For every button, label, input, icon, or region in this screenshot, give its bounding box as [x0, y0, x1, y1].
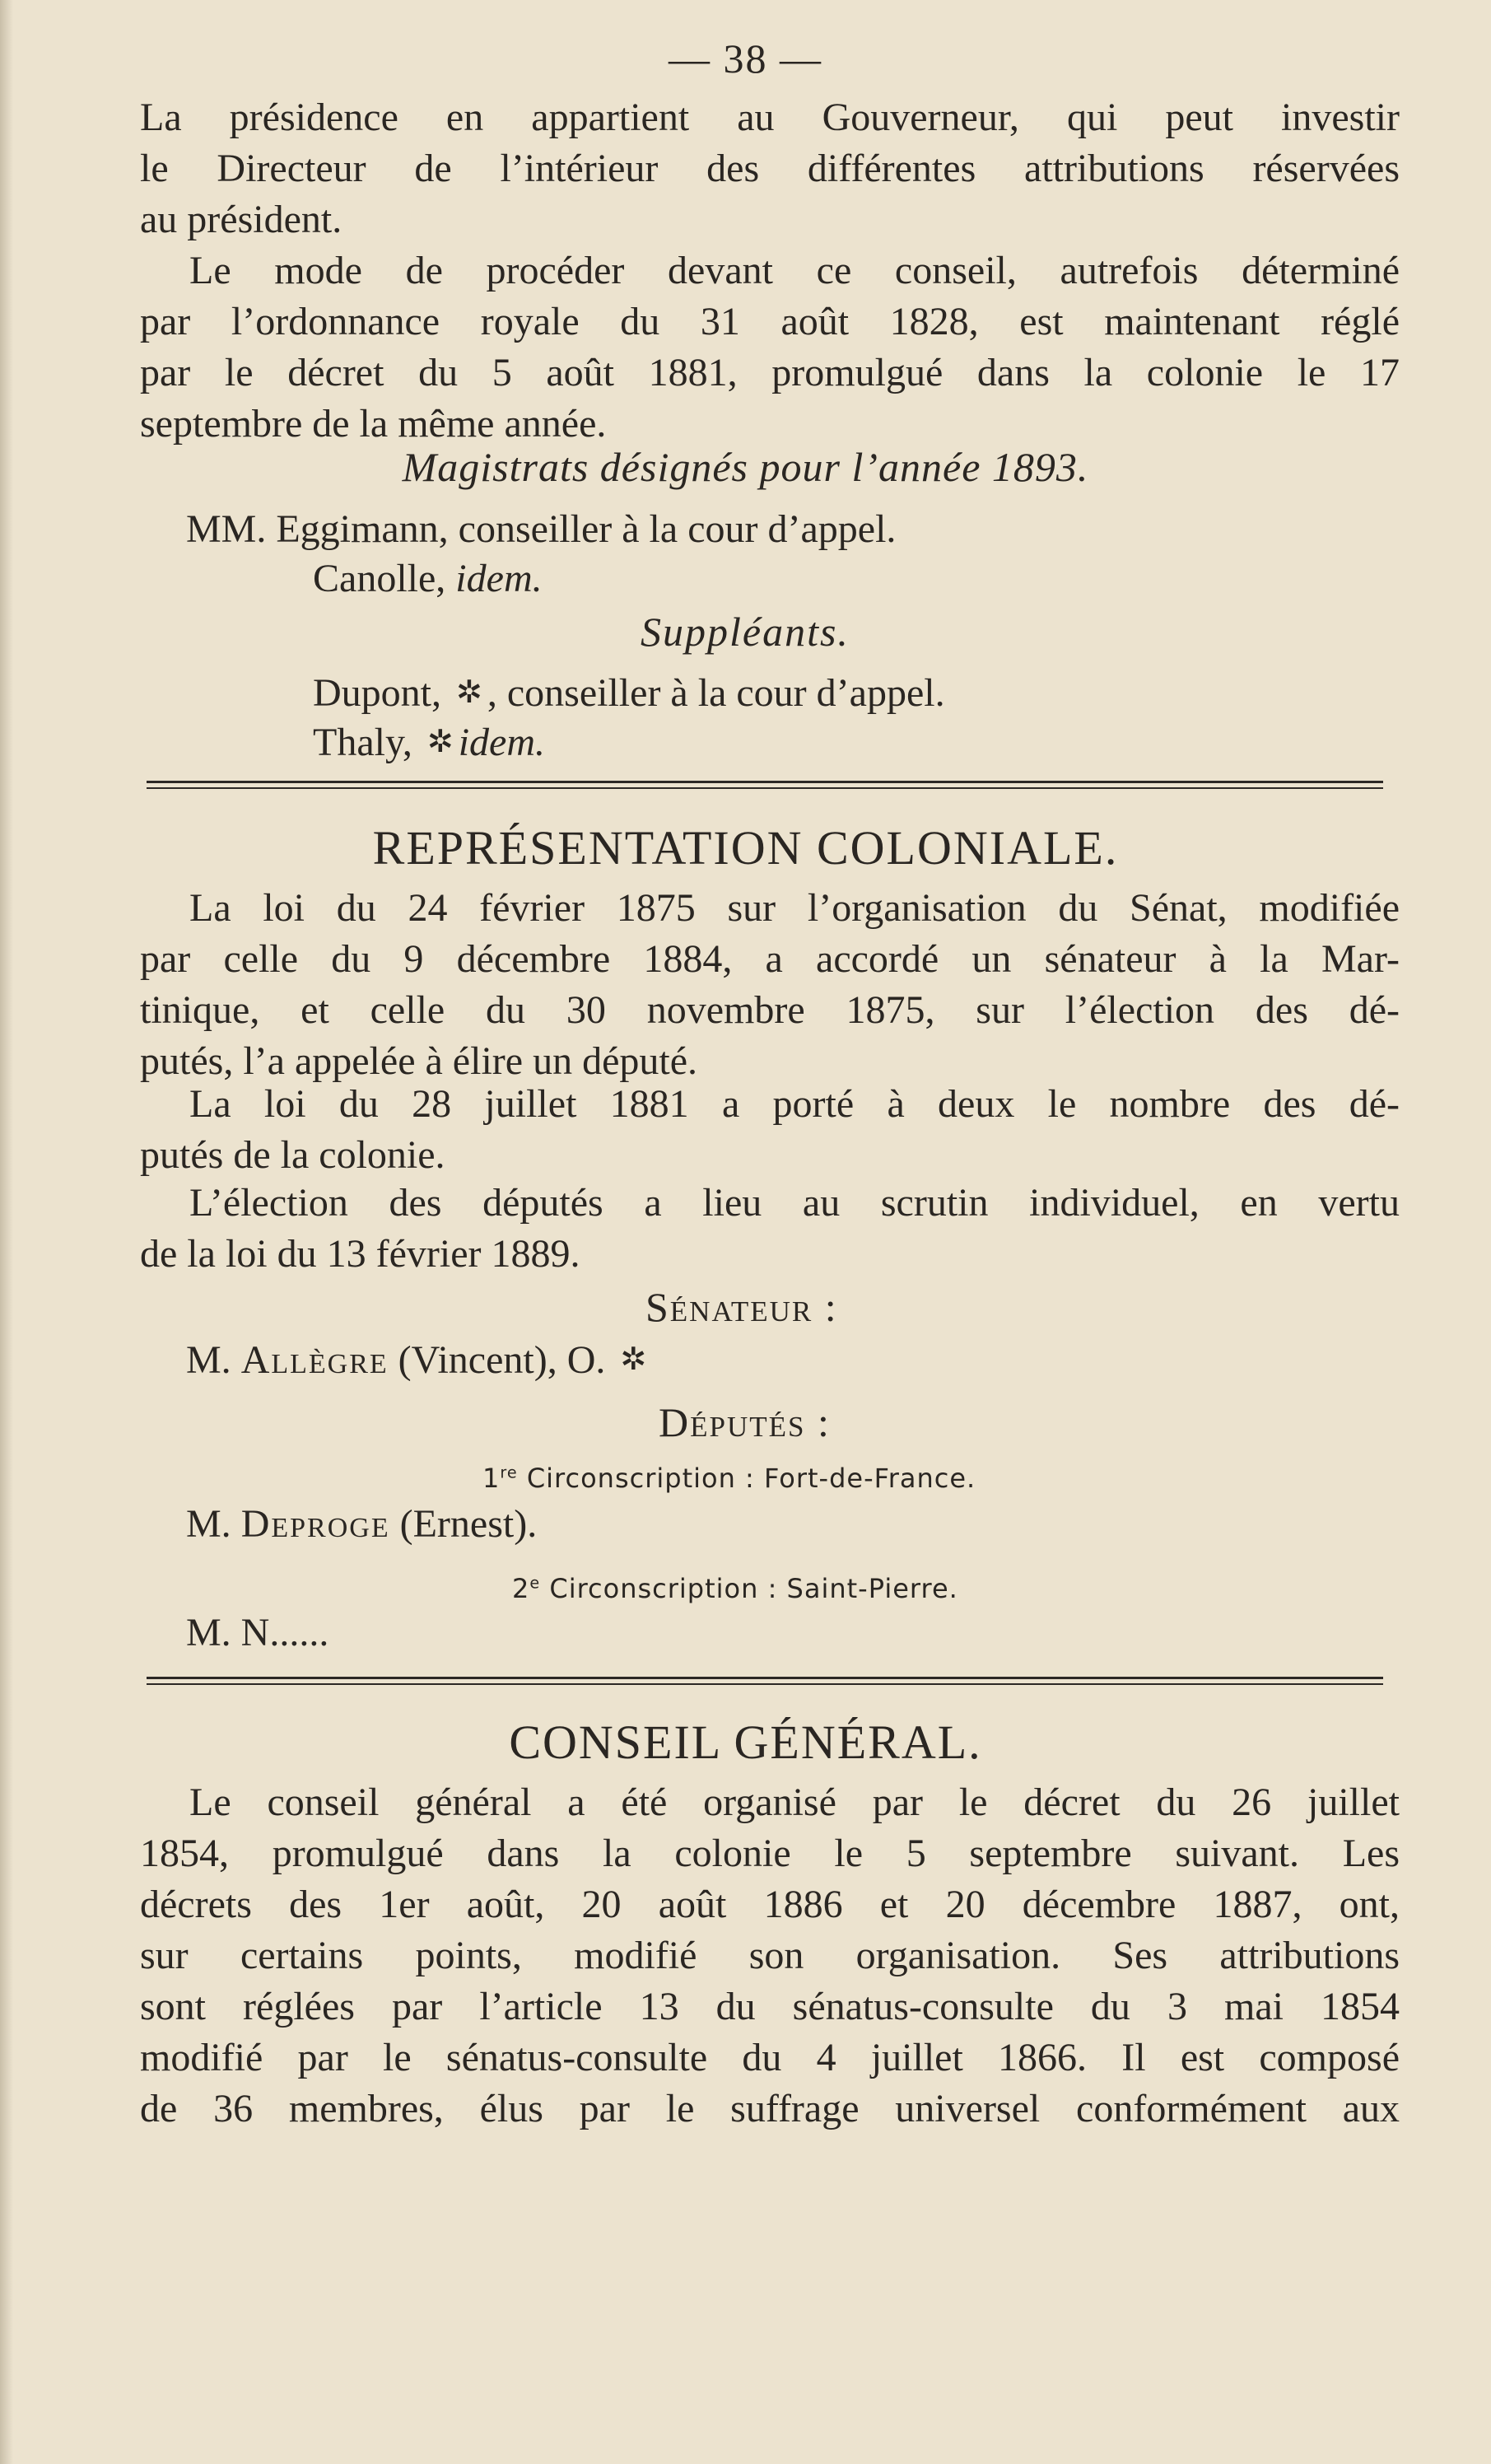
ordinal-suffix: e	[529, 1573, 541, 1593]
procedure-paragraph	[140, 245, 1400, 450]
text-line: Le mode de procéder devant ce conseil, autrefois déterminé	[189, 249, 1400, 292]
representation-paragraph-1	[140, 883, 1400, 1087]
deputy-detail: (Ernest).	[399, 1502, 538, 1546]
text-line: 1854, promulgué dans la colonie le 5 septembre suivant. Les	[140, 1832, 1400, 1875]
legion-honour-star-icon: ✲	[456, 675, 482, 710]
magistrate-entry: Eggimann, conseiller à la cour d’appel.	[276, 507, 897, 551]
constituency-text: Circonscription : Saint-Pierre.	[549, 1573, 958, 1604]
text-line: Le conseil général a été organisé par le décret du 26 juillet	[189, 1780, 1400, 1824]
senator-line	[186, 1334, 651, 1386]
deputy-1-line	[186, 1499, 537, 1550]
legion-honour-star-icon: ✲	[620, 1342, 647, 1377]
text-line: par celle du 9 décembre 1884, a accordé un sénateur à la Mar-	[140, 937, 1400, 981]
senator-name: Allègre	[240, 1338, 389, 1382]
text-line: septembre de la même année.	[140, 402, 607, 446]
text-line: putés, l’a appelée à élire un député.	[140, 1039, 698, 1083]
text-line: La loi du 24 février 1875 sur l’organisation du Sénat, modifiée	[189, 886, 1400, 930]
section-divider	[147, 1677, 1383, 1685]
magistrates-heading: Magistrats désignés pour l’année 1893.	[402, 444, 1089, 490]
substitutes-heading: Suppléants.	[641, 609, 850, 655]
deputy-prefix: M.	[186, 1502, 231, 1546]
ordinal-suffix: re	[500, 1463, 518, 1482]
general-council-title: CONSEIL GÉNÉRAL.	[509, 1715, 982, 1769]
deputies-heading: Députés :	[659, 1399, 831, 1445]
text-line: La présidence en appartient au Gouverneur, qui peut investir	[140, 96, 1400, 139]
deputy-2-line: M. N......	[186, 1611, 329, 1654]
text-line: par le décret du 5 août 1881, promulgué dans la colonie le 17	[140, 351, 1400, 394]
text-line: décrets des 1er août, 20 août 1886 et 20 décembre 1887, ont,	[140, 1883, 1400, 1926]
idem-label: idem.	[455, 557, 543, 600]
substitute-role: , conseiller à la cour d’appel.	[487, 671, 945, 715]
representation-title: REPRÉSENTATION COLONIALE.	[372, 821, 1119, 875]
senator-detail: (Vincent), O.	[398, 1338, 606, 1382]
magistrate-line-1	[186, 504, 896, 555]
senator-prefix: M.	[186, 1338, 231, 1382]
idem-label: idem.	[458, 721, 545, 764]
text-line: tinique, et celle du 30 novembre 1875, sur l’élection des dé-	[140, 988, 1400, 1032]
text-line: La loi du 28 juillet 1881 a porté à deux le nombre des dé-	[189, 1082, 1400, 1126]
substitute-line-1	[313, 667, 945, 719]
text-line: au président.	[140, 198, 342, 241]
substitute-line-2	[313, 716, 545, 768]
magistrate-line-2	[313, 553, 543, 604]
magistrate-name: Canolle,	[313, 557, 446, 600]
text-line: de 36 membres, élus par le suffrage universel conformément aux	[140, 2087, 1400, 2130]
substitute-name: Dupont,	[313, 671, 441, 715]
general-council-paragraph	[140, 1777, 1400, 2135]
presidency-paragraph	[140, 92, 1400, 245]
representation-paragraph-2	[140, 1079, 1400, 1181]
constituency-2-label	[512, 1563, 958, 1614]
representation-paragraph-3	[140, 1178, 1400, 1280]
text-line: sur certains points, modifié son organisation. Ses attributions	[140, 1934, 1400, 1977]
page-binding-edge	[0, 0, 13, 2464]
constituency-number: 2	[512, 1573, 530, 1604]
text-line: L’élection des députés a lieu au scrutin individuel, en vertu	[189, 1181, 1400, 1225]
senator-heading: Sénateur :	[645, 1284, 838, 1330]
text-line: par l’ordonnance royale du 31 août 1828, est maintenant réglé	[140, 300, 1400, 343]
constituency-number: 1	[482, 1463, 501, 1494]
constituency-1-label	[482, 1453, 976, 1504]
text-line: de la loi du 13 février 1889.	[140, 1232, 580, 1276]
page-number: — 38 —	[669, 35, 822, 82]
text-line: le Directeur de l’intérieur des différentes attributions réservées	[140, 147, 1400, 190]
section-divider	[147, 781, 1383, 789]
text-line: sont réglées par l’article 13 du sénatus-consulte du 3 mai 1854	[140, 1985, 1400, 2028]
text-line: putés de la colonie.	[140, 1133, 445, 1177]
text-line: modifié par le sénatus-consulte du 4 juillet 1866. Il est composé	[140, 2036, 1400, 2079]
constituency-text: Circonscription : Fort-de-France.	[526, 1463, 976, 1494]
legion-honour-star-icon: ✲	[426, 725, 454, 759]
substitute-name: Thaly,	[313, 721, 412, 764]
magistrates-prefix: MM.	[186, 507, 267, 551]
deputy-name: Deproge	[240, 1502, 390, 1546]
